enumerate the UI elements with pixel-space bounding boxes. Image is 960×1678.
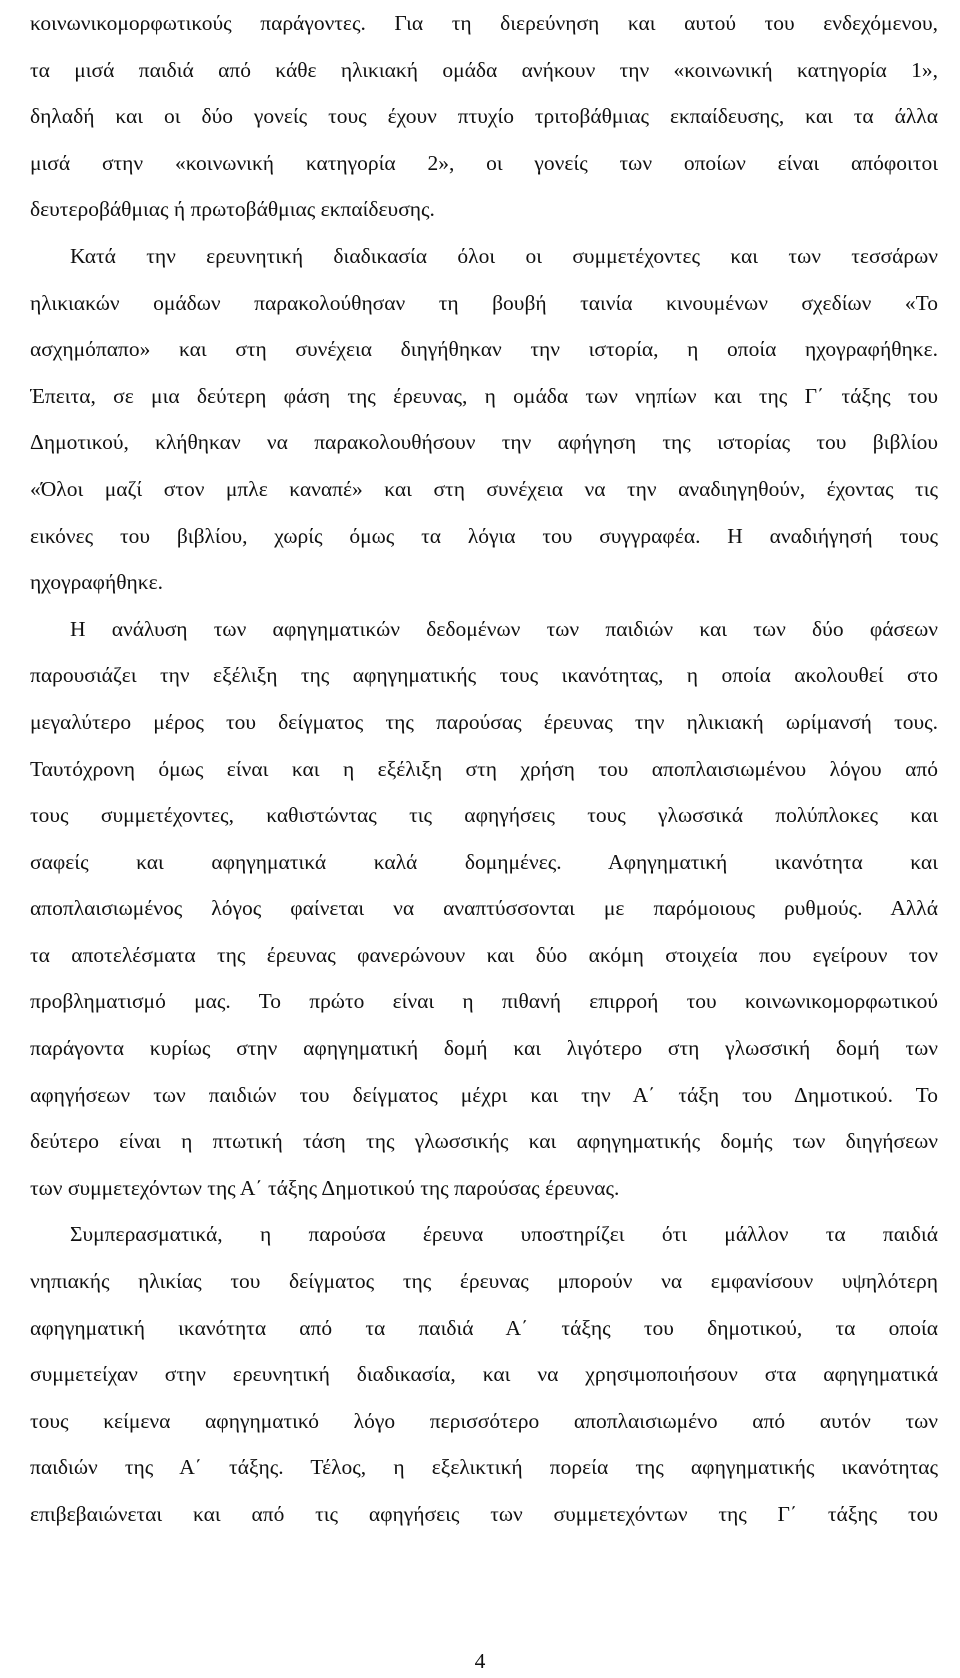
text-line: ασχημόπαπο» και στη συνέχεια διηγήθηκαν την ιστορία, η οποία ηχογραφήθηκε. xyxy=(30,337,938,362)
paragraph-methodology xyxy=(30,233,938,606)
text-line: «Όλοι μαζί στον μπλε καναπέ» και στη συνέχεια να την αναδιηγηθούν, έχοντας τις xyxy=(30,476,938,501)
text-line: ηλικιακών ομάδων παρακολούθησαν τη βουβή ταινία κινουμένων σχεδίων «Το xyxy=(30,290,938,315)
text-line: τους κείμενα αφηγηματικό λόγο περισσότερο αποπλαισιωμένο από αυτόν των xyxy=(30,1408,938,1433)
text-line: σαφείς και αφηγηματικά καλά δομημένες. Αφηγηματική ικανότητα και xyxy=(30,849,938,874)
text-line: δεύτερο είναι η πτωτική τάση της γλωσσικής και αφηγηματικής δομής των διηγήσεων xyxy=(30,1129,938,1154)
text-line: Κατά την ερευνητική διαδικασία όλοι οι συμμετέχοντες και των τεσσάρων xyxy=(70,243,938,268)
text-line: κοινωνικομορφωτικούς παράγοντες. Για τη διερεύνηση και αυτού του ενδεχόμενου, xyxy=(30,11,938,35)
text-line: ηχογραφήθηκε. xyxy=(30,570,163,595)
text-line: αφηγήσεων των παιδιών του δείγματος μέχρι και την Α΄ τάξη του Δημοτικού. Το xyxy=(30,1082,938,1107)
text-line: Συμπερασματικά, η παρούσα έρευνα υποστηρίζει ότι μάλλον τα παιδιά xyxy=(70,1222,938,1247)
text-line: Έπειτα, σε μια δεύτερη φάση της έρευνας, η ομάδα των νηπίων και της Γ΄ τάξης του xyxy=(30,383,938,408)
text-line: νηπιακής ηλικίας του δείγματος της έρευνας μπορούν να εμφανίσουν υψηλότερη xyxy=(30,1269,938,1294)
text-line: δευτεροβάθμιας ή πρωτοβάθμιας εκπαίδευσης. xyxy=(30,197,435,222)
paragraph-analysis xyxy=(30,606,938,1212)
paragraph-conclusion xyxy=(30,1211,938,1537)
text-line: Η ανάλυση των αφηγηματικών δεδομένων των παιδιών και των δύο φάσεων xyxy=(70,616,938,641)
text-line: μισά στην «κοινωνική κατηγορία 2», οι γονείς των οποίων είναι απόφοιτοι xyxy=(30,150,938,175)
text-line: των συμμετεχόντων της Α΄ τάξης Δημοτικού της παρούσας έρευνας. xyxy=(30,1175,620,1200)
paragraph-continuation xyxy=(30,0,938,233)
text-line: τα αποτελέσματα της έρευνας φανερώνουν και δύο ακόμη στοιχεία που εγείρουν τον xyxy=(30,942,938,967)
text-line: παράγοντα κυρίως στην αφηγηματική δομή και λιγότερο στη γλωσσική δομή των xyxy=(30,1036,938,1061)
text-line: αποπλαισιωμένος λόγος φαίνεται να αναπτύσσονται με παρόμοιους ρυθμούς. Αλλά xyxy=(30,896,938,921)
text-line: μεγαλύτερο μέρος του δείγματος της παρούσας έρευνας την ηλικιακή ωρίμανσή τους. xyxy=(30,709,938,734)
text-line: επιβεβαιώνεται και από τις αφηγήσεις των συμμετεχόντων της Γ΄ τάξης του xyxy=(30,1502,938,1526)
text-line: δηλαδή και οι δύο γονείς τους έχουν πτυχίο τριτοβάθμιας εκπαίδευσης, και τα άλλα xyxy=(30,104,938,129)
text-line: τα μισά παιδιά από κάθε ηλικιακή ομάδα ανήκουν την «κοινωνική κατηγορία 1», xyxy=(30,57,938,82)
text-line: εικόνες του βιβλίου, χωρίς όμως τα λόγια του συγγραφέα. Η αναδιήγησή τους xyxy=(30,523,938,548)
text-line: αφηγηματική ικανότητα από τα παιδιά Α΄ τάξης του δημοτικού, τα οποία xyxy=(30,1315,938,1340)
text-line: Ταυτόχρονη όμως είναι και η εξέλιξη στη χρήση του αποπλαισιωμένου λόγου από xyxy=(30,756,938,781)
text-line: τους συμμετέχοντες, καθιστώντας τις αφηγήσεις τους γλωσσικά πολύπλοκες και xyxy=(30,803,938,828)
page-number: 4 xyxy=(474,1649,486,1673)
text-line: Δημοτικού, κλήθηκαν να παρακολουθήσουν την αφήγηση της ιστορίας του βιβλίου xyxy=(30,430,938,455)
text-line: παρουσιάζει την εξέλιξη της αφηγηματικής τους ικανότητας, η οποία ακολουθεί στο xyxy=(30,663,938,688)
text-line: προβληματισμό μας. Το πρώτο είναι η πιθανή επιρροή του κοινωνικομορφωτικού xyxy=(30,989,938,1014)
body-text xyxy=(30,0,938,1538)
text-line: συμμετείχαν στην ερευνητική διαδικασία, και να χρησιμοποιήσουν στα αφηγηματικά xyxy=(30,1362,938,1387)
text-line: παιδιών της Α΄ τάξης. Τέλος, η εξελικτική πορεία της αφηγηματικής ικανότητας xyxy=(30,1455,938,1480)
